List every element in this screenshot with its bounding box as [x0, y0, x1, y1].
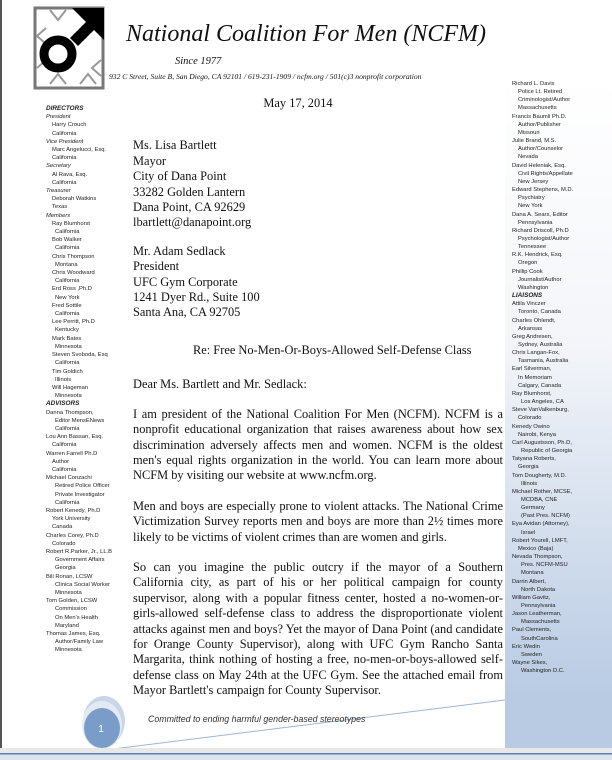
sidebar-entry: Calgary, Canada	[518, 382, 562, 389]
sidebar-entry: Erd Ross ,Ph.D	[52, 286, 92, 293]
sidebar-entry: Treasurer	[46, 188, 71, 195]
sidebar-entry: Mexico (Baja)	[518, 545, 554, 552]
section-heading: LIAISONS	[512, 292, 543, 300]
sidebar-entry: Darrin Albert,	[512, 578, 546, 585]
sidebar-entry: Toronto, Canada	[518, 309, 561, 316]
sidebar-entry: Massachusetts	[518, 105, 557, 112]
sidebar-entry: Deborah Watkins	[52, 196, 97, 203]
sidebar-entry: Mark Bates	[52, 335, 82, 342]
sidebar-entry: Lou Ann Bassan, Esq.	[46, 434, 104, 441]
sidebar-entry: California	[52, 130, 77, 137]
sidebar-entry: Francis Baumli Ph.D.	[512, 113, 567, 120]
paragraph: So can you imagine the public outcry if the mayor of a Southern California city, as part of his or her political campaign for county supervisor, along with a popular fitness center, hosted a no-women-or-girls-allowed self-defense class to address the disproportionate violent attacks against men and boys? Yet the mayor of Dana Point (and candidate for Orange County Supervisor), along with UFC Gym Rancho Santa Margarita, think nothing of hosting a free, no-men-or-boys-allowed self-defense class on May 24th at the UFC Gym. See the attached email from Mayor Bartlett's campaign for County Supervisor.	[133, 559, 503, 698]
since-year: Since 1977	[175, 56, 222, 67]
sidebar-entry: Michael Rother, MCSE,	[512, 488, 573, 495]
address-line: Mr. Adam Sedlack	[133, 243, 226, 258]
sidebar-entry: R.K. Hendrick, Esq.	[512, 252, 563, 259]
sidebar-entry: California	[55, 278, 80, 285]
sidebar-entry: Pennsylvania	[521, 603, 556, 609]
sidebar-entry: New York	[55, 294, 80, 301]
sidebar-entry: Colorado	[52, 540, 76, 547]
sidebar-entry: Sydney, Australia	[518, 342, 563, 348]
sidebar-entry: Psychologist/Author	[518, 235, 570, 242]
sidebar-entry: Michael Conzachi	[46, 475, 92, 482]
sidebar-entry: Arkansas	[518, 325, 543, 332]
page-number: 1	[98, 724, 104, 735]
sidebar-entry: Chris Thompson	[52, 253, 95, 260]
letter-date: May 17, 2014	[263, 96, 333, 110]
sidebar-entry: Oregon	[518, 260, 538, 267]
sidebar-entry: Government Affairs	[55, 557, 105, 564]
sidebar-entry: Civil Rights/Appellate	[518, 170, 573, 177]
sidebar-entry: Earl Silverman,	[512, 366, 552, 373]
sidebar-entry: Bob Walker	[52, 237, 82, 244]
sidebar-entry: President	[46, 114, 71, 121]
sidebar-entry: Washington D.C.	[521, 668, 565, 675]
sidebar-entry: California	[52, 466, 77, 473]
sidebar-entry: Richard Driscoll, Ph.D	[512, 227, 569, 234]
sidebar-entry: Retired Police Officer	[55, 483, 110, 490]
sidebar-entry: Tom Dougherty, M.D.	[512, 472, 567, 479]
sidebar-entry: Nairobi, Kenya	[518, 431, 557, 438]
address-line: Ms. Lisa Bartlett	[133, 138, 217, 153]
sidebar-entry: On Men's Health	[55, 614, 98, 621]
footer-tagline: Committed to ending harmful gender-based stereotypes	[148, 714, 366, 724]
sidebar-entry: In Memoriam	[518, 374, 552, 381]
address-line: Santa Ana, CA 92705	[133, 305, 241, 320]
sidebar-entry: Private Investigator	[55, 491, 105, 498]
address-line: UFC Gym Corporate	[133, 274, 238, 289]
sidebar-entry: Illinois	[521, 480, 538, 487]
sidebar-entry: Charles Corey, Ph.D	[46, 532, 99, 539]
sidebar-entry: Dana A. Sears, Editor	[512, 211, 568, 218]
sidebar-entry: Israel	[521, 529, 536, 536]
sidebar-entry: Author/Counselor	[518, 146, 564, 153]
sidebar-entry: California	[55, 360, 80, 367]
sidebar-entry: Steve VanValkenburg,	[512, 407, 569, 414]
sidebar-entry: Al Rava, Esq.	[52, 171, 88, 178]
sidebar-entry: Pennsylvania	[518, 219, 553, 226]
sidebar-entry: Kentucky	[55, 327, 79, 334]
sidebar-entry: Wayne Sikes,	[512, 660, 548, 667]
sidebar-entry: Minnesota	[55, 589, 82, 596]
sidebar-entry: California	[52, 155, 77, 162]
sidebar-entry: Ray Blumhorst	[52, 220, 91, 227]
sidebar-entry: Sweden	[521, 651, 542, 658]
sidebar-entry: Germany	[521, 505, 545, 512]
sidebar-entry: California	[55, 499, 80, 506]
address-line: President	[133, 259, 180, 274]
sidebar-entry: Commission	[55, 606, 87, 613]
directors-advisors-list	[46, 105, 112, 655]
sidebar-entry: Warren Farrell Ph.D	[46, 450, 98, 457]
recipient-address-2	[133, 244, 503, 321]
sidebar-entry: Carl Augustsson, Ph.D,	[512, 439, 572, 446]
address-line: Mayor	[133, 153, 167, 168]
sidebar-entry: Kenedy Owino	[512, 423, 550, 430]
ncfm-logo-icon	[32, 4, 106, 90]
address-line: lbartlett@danapoint.org	[133, 215, 252, 230]
sidebar-entry: Georgia	[518, 464, 539, 471]
sidebar-entry: Richard L. Davis	[512, 81, 555, 87]
sidebar-entry: New Jersey	[518, 178, 549, 185]
sidebar-entry: Canada	[52, 524, 73, 531]
sidebar-entry: Members	[46, 212, 71, 219]
sidebar-entry: California	[55, 245, 80, 252]
sidebar-entry: Tatyana Roberts,	[512, 456, 556, 463]
sidebar-entry: California	[52, 179, 77, 186]
sidebar-entry: Danna Thompson,	[46, 409, 94, 416]
sidebar-entry: Ray Blumhorst,	[512, 390, 552, 397]
sidebar-entry: Journalist/Author	[518, 276, 562, 283]
sidebar-entry: Minnesota	[55, 647, 82, 654]
sidebar-entry: Phillip Cook	[512, 268, 543, 275]
sidebar-entry: Robert R.Parker, Jr., LL.B	[46, 548, 113, 555]
sidebar-entry: Minnesota	[55, 343, 82, 350]
sidebar-entry: Tasmania, Australia	[518, 358, 569, 365]
sidebar-entry: Nevada	[518, 154, 538, 161]
sidebar-entry: Texas	[52, 204, 68, 211]
sidebar-entry: Julie Brand, M.S.	[512, 138, 557, 145]
subject-line: Re: Free No-Men-Or-Boys-Allowed Self-Defense Class	[193, 342, 472, 357]
sidebar-entry: Vice President	[46, 138, 84, 145]
address-line: 1241 Dyer Rd., Suite 100	[133, 290, 260, 305]
sidebar-entry: Author/Family Law	[55, 639, 104, 646]
sidebar-entry: Robert Kenedy, Ph.D	[46, 507, 101, 514]
recipient-address-1	[133, 138, 503, 230]
sidebar-entry: California	[55, 229, 80, 236]
sidebar-entry: California	[55, 311, 80, 318]
sidebar-entry: Massachusetts	[521, 619, 560, 626]
sidebar-entry: Tom Golden, LCSW	[46, 598, 98, 605]
sidebar-entry: Paul Clements,	[512, 627, 552, 634]
sidebar-entry: Minnesota	[55, 393, 82, 400]
sidebar-entry: Republic of Georgia	[521, 448, 573, 455]
sidebar-entry: Psychiatry	[518, 195, 545, 202]
sidebar-entry: Edward Stephens, M.D.	[512, 187, 574, 194]
address-line: 33282 Golden Lantern	[133, 184, 246, 199]
sidebar-entry: Missouri	[518, 129, 540, 136]
sidebar-entry: Washington	[518, 284, 549, 291]
sidebar-entry: SouthCarolina	[521, 635, 558, 642]
sidebar-entry: Los Angeles, CA	[521, 399, 564, 406]
sidebar-entry: Secretary	[46, 163, 71, 170]
paragraph: I am president of the National Coalition For Men (NCFM). NCFM is a nonprofit educational organization that raises awareness about how sex discrimination adversely affects men and women. NCFM is the oldest men's equal rights organization in the world. You can learn more about NCFM by visiting our website at www.ncfm.org.	[133, 406, 503, 483]
letter-body	[133, 96, 503, 714]
section-heading: DIRECTORS	[46, 105, 84, 112]
sidebar-entry: Bill Ronan, LCSW	[46, 573, 93, 580]
bottom-bar	[0, 748, 612, 760]
sidebar-entry: Greg Andresen,	[512, 333, 553, 340]
sidebar-entry: Will Hageman	[52, 384, 89, 391]
sidebar-entry: Tim Goldich	[52, 368, 83, 375]
sidebar-entry: Fred Sottile	[52, 302, 82, 309]
sidebar-entry: Nevada Thompson,	[512, 554, 563, 561]
sidebar-entry: Attila Vinczer	[512, 301, 546, 308]
sidebar-entry: Harry Crouch	[52, 122, 87, 129]
sidebar-entry: California	[55, 425, 80, 432]
sidebar-entry: Montana	[521, 570, 544, 577]
sidebar-entry: Steven Svoboda, Esq	[52, 352, 108, 359]
sidebar-entry: Author	[52, 458, 70, 465]
organization-address: 932 C Street, Suite B, San Diego, CA 92101 / 619-231-1909 / ncfm.org / 501(c)3 nonprofit corporation	[109, 72, 422, 81]
sidebar-entry: Tennessee	[518, 244, 547, 251]
sidebar-entry: Robert Yourell, LMFT,	[512, 537, 568, 544]
sidebar-entry: Eya Avidan (Attorney),	[512, 521, 570, 528]
sidebar-entry: Criminologist/Author	[518, 97, 571, 104]
sidebar-entry: Jason Leatherman,	[512, 611, 562, 618]
page-number-badge	[78, 695, 126, 751]
sidebar-entry: Maryland	[55, 622, 79, 629]
section-heading: ADVISORS	[46, 400, 80, 408]
address-line: City of Dana Point	[133, 169, 227, 184]
sidebar-entry: Eric Wedin	[512, 643, 540, 650]
sidebar-entry: New York	[518, 203, 543, 210]
sidebar-entry: California	[52, 442, 77, 449]
sidebar-entry: Georgia	[55, 565, 76, 572]
sidebar-entry: Chris Woodward	[52, 270, 95, 277]
sidebar-entry: (Past Pres. NCFM)	[521, 513, 570, 520]
address-line: Dana Point, CA 92629	[133, 200, 246, 215]
salutation: Dear Ms. Bartlett and Mr. Sedlack:	[133, 377, 307, 392]
sidebar-entry: Lee Perritt, Ph.D	[52, 319, 95, 326]
sidebar-entry: York University	[52, 516, 91, 523]
sidebar-entry: David Heleniak, Esq.	[512, 162, 566, 169]
sidebar-entry: Marc Angelucci, Esq.	[52, 147, 107, 154]
sidebar-entry: Pres. NCFM-MSU	[521, 562, 568, 569]
sidebar-entry: North Dakota	[521, 586, 556, 593]
sidebar-entry: MCDBA, CNE	[521, 496, 558, 503]
advisors-liaisons-list	[512, 80, 573, 675]
sidebar-entry: Editor MensENews	[55, 417, 105, 424]
sidebar-entry: Charles Ohlendt,	[512, 317, 556, 324]
sidebar-entry: Author/Publisher	[518, 121, 561, 128]
page-border	[0, 0, 2, 748]
sidebar-entry: Clinica Social Worker	[55, 581, 110, 588]
sidebar-entry: William Gavitz,	[512, 594, 551, 601]
sidebar-entry: Chris Langan-Fox,	[512, 350, 560, 357]
sidebar-entry: Illinois	[55, 376, 72, 383]
paragraph: Men and boys are especially prone to violent attacks. The National Crime Victimization Survey reports men and boys are more than 2½ times more likely to be victims of violent crimes than are women and girls.	[133, 498, 503, 544]
sidebar-entry: Thomas James, Esq.	[46, 631, 101, 637]
sidebar-entry: Police Lt. Retired	[518, 89, 563, 96]
sidebar-entry: Colorado	[518, 415, 542, 422]
sidebar-entry: Montana	[55, 261, 78, 268]
organization-title: National Coalition For Men (NCFM)	[126, 21, 486, 47]
